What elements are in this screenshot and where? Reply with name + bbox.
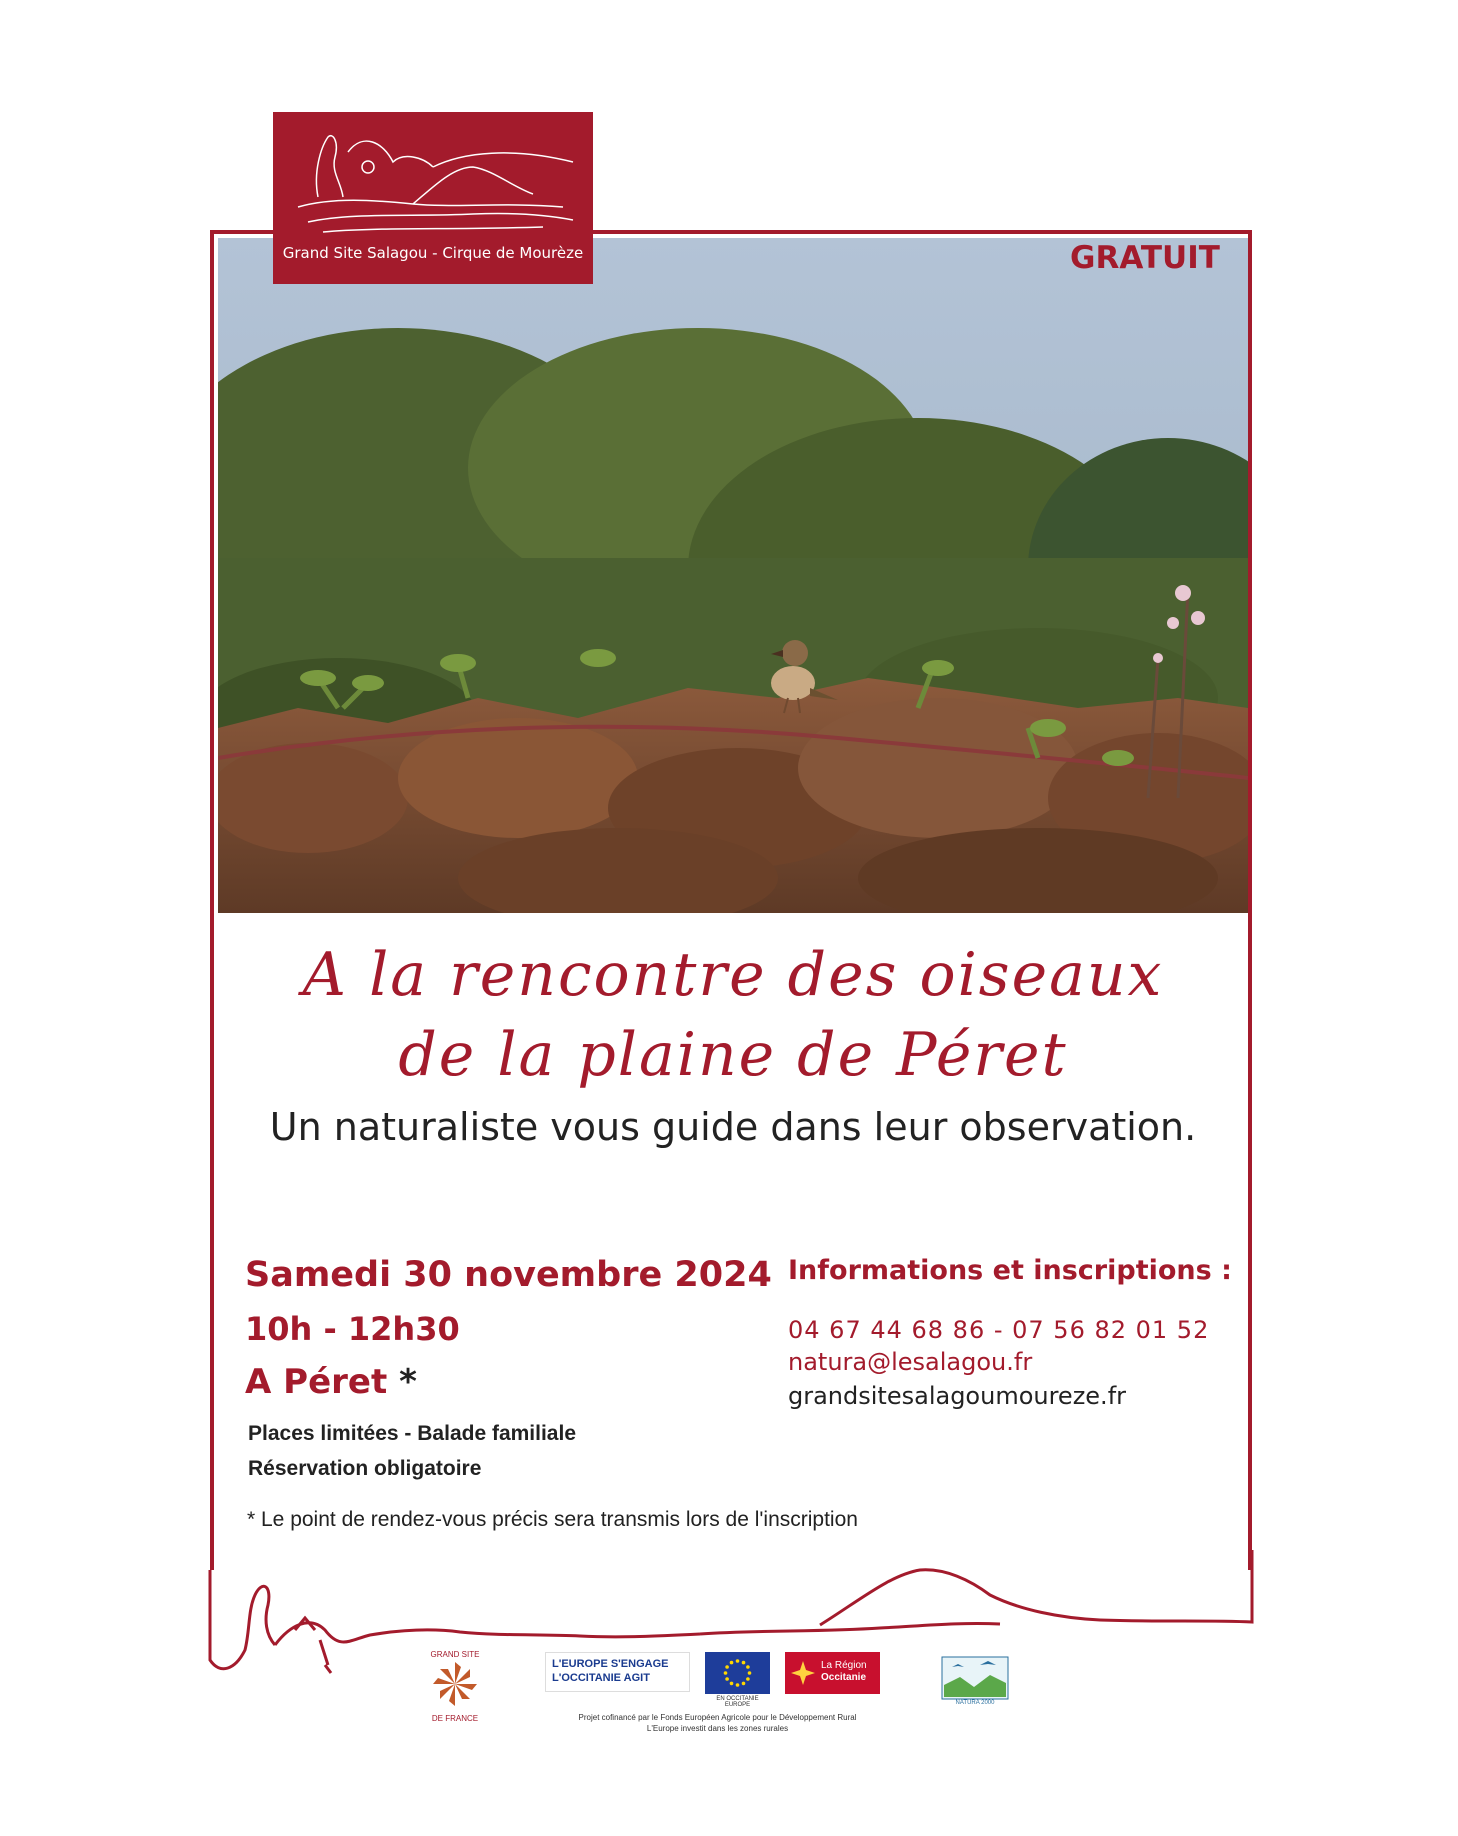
natura-label: NATURA 2000 [955,1700,995,1706]
gsf-bottom-label: DE FRANCE [431,1714,479,1723]
title-line-1: A la rencontre des oiseaux [302,940,1164,1010]
grand-site-de-france-logo [425,1650,485,1723]
meeting-point-note: * Le point de rendez-vous précis sera transmis lors de l'inscription [247,1508,858,1531]
logo-label: Grand Site Salagou - Cirque de Mourèze [282,244,584,262]
occitanie-logo [785,1652,880,1694]
funding-caption [545,1712,890,1734]
free-badge: GRATUIT [1070,240,1220,276]
europe-line-1: L'EUROPE S'ENGAGE [552,1658,669,1670]
email-link[interactable]: natura@lesalagou.fr [788,1348,1033,1376]
bird-photo [218,238,1248,913]
info-heading: Informations et inscriptions : [788,1255,1232,1286]
event-place [245,1362,417,1402]
funding-caption-1: Projet cofinancé par le Fonds Européen Agricole pour le Développement Rural [578,1713,857,1722]
event-place-text: A Péret [245,1362,388,1402]
eu-flag-icon [705,1652,770,1694]
sun-spiral-icon [430,1659,480,1709]
occitanie-line-2: Occitanie [821,1672,867,1683]
event-details-2: Réservation obligatoire [248,1457,482,1480]
event-date: Samedi 30 novembre 2024 [245,1255,772,1295]
occitan-cross-icon [789,1659,817,1687]
eu-caption: EN OCCITANIE EUROPE [716,1696,759,1708]
bird-photo-icon [218,238,1248,913]
event-time: 10h - 12h30 [245,1310,460,1348]
funding-caption-2: L'Europe investit dans les zones rurales [646,1724,789,1733]
asterisk: * [399,1362,417,1402]
grand-site-logo [273,112,593,284]
europe-engage-logo [545,1652,690,1692]
title-line-2: de la plaine de Péret [398,1020,1068,1090]
eu-stars-icon [705,1652,770,1694]
website-link[interactable]: grandsitesalagoumoureze.fr [788,1382,1127,1410]
subtitle: Un naturaliste vous guide dans leur observation. [269,1105,1197,1149]
europe-line-2: L'OCCITANIE AGIT [552,1672,650,1684]
occitanie-line-1: La Région [821,1660,867,1671]
natura-2000-logo-icon [940,1655,1010,1705]
event-details-1: Places limitées - Balade familiale [248,1422,577,1445]
phone-numbers: 04 67 44 68 86 - 07 56 82 01 52 [788,1316,1210,1344]
gsf-top-label: GRAND SITE [430,1650,480,1659]
